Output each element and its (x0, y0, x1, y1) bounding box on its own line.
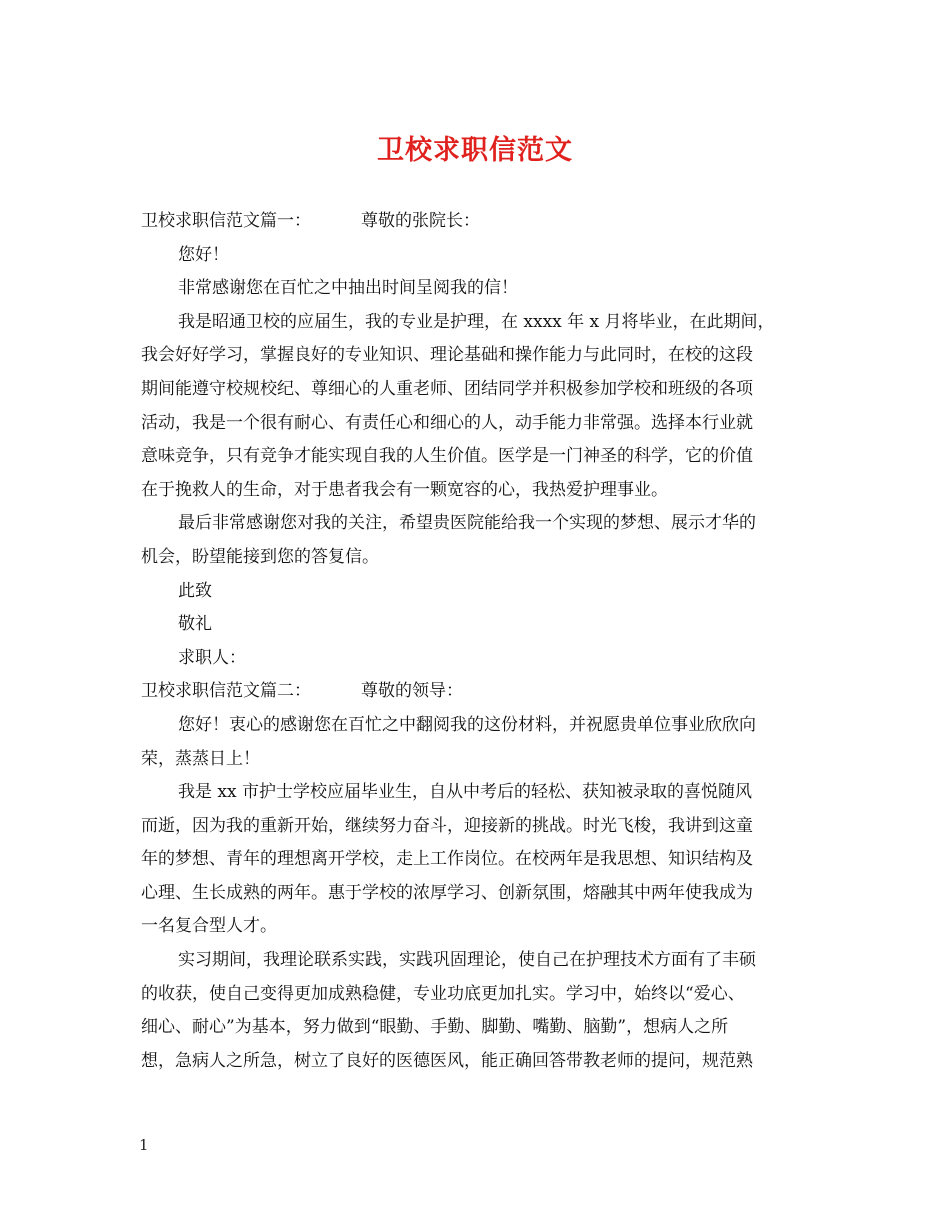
paragraph-line: 最后非常感谢您对我的关注，希望贵医院能给我一个实现的梦想、展示才华的 (178, 513, 756, 534)
paragraph-line: 我会好好学习，掌握良好的专业知识、理论基础和操作能力与此同时，在校的这段 (141, 345, 753, 366)
paragraph-line: 您好！衷心的感谢您在百忙之中翻阅我的这份材料，并祝愿贵单位事业欣欣向 (178, 714, 756, 735)
paragraph-line: 荣，蒸蒸日上！ (141, 748, 260, 769)
paragraph-line: 活动，我是一个很有耐心、有责任心和细心的人，动手能力非常强。选择本行业就 (141, 412, 753, 433)
section2-heading-line (141, 675, 813, 709)
page-number: 1 (139, 1136, 149, 1154)
section2-salutation: 尊敬的领导： (361, 681, 463, 702)
closing-line: 敬礼 (178, 614, 212, 635)
section1-greeting: 您好！ (178, 244, 229, 265)
section1-salutation: 尊敬的张院长： (361, 211, 480, 231)
section2-heading: 卫校求职信范文篇二： (141, 681, 311, 702)
document-title: 卫校求职信范文 (377, 135, 573, 166)
paragraph-line: 细心、耐心”为基本，努力做到“眼勤、手勤、脚勤、嘴勤、脑勤”，想病人之所 (141, 1017, 729, 1038)
closing-line: 此致 (178, 580, 212, 601)
signer-line: 求职人： (178, 647, 246, 668)
paragraph-line: 意味竞争，只有竞争才能实现自我的人生价值。医学是一门神圣的科学，它的价值 (141, 446, 753, 467)
section1-heading: 卫校求职信范文篇一： (141, 211, 311, 231)
section1-thanks: 非常感谢您在百忙之中抽出时间呈阅我的信！ (178, 278, 518, 299)
paragraph-line: 而逝，因为我的重新开始，继续努力奋斗，迎接新的挑战。时光飞梭，我讲到这童 (141, 815, 753, 836)
paragraph-line: 年的梦想、青年的理想离开学校，走上工作岗位。在校两年是我思想、知识结构及 (141, 849, 753, 870)
paragraph-line: 在于挽救人的生命，对于患者我会有一颗宽容的心，我热爱护理事业。 (141, 479, 668, 500)
paragraph-line: 的收获，使自己变得更加成熟稳健，专业功底更加扎实。学习中，始终以“爱心、 (141, 983, 745, 1004)
paragraph-line: 心理、生长成熟的两年。惠于学校的浓厚学习、创新氛围，熔融其中两年使我成为 (141, 882, 753, 903)
paragraph-line: 一名复合型人才。 (141, 916, 277, 937)
paragraph-line: 想，急病人之所急，树立了良好的医德医风，能正确回答带教老师的提问，规范熟 (141, 1050, 753, 1071)
paragraph-line: 期间能遵守校规校纪、尊细心的人重老师、团结同学并积极参加学校和班级的各项 (141, 378, 753, 399)
paragraph-line: 机会，盼望能接到您的答复信。 (141, 546, 379, 567)
section1-heading-line (141, 205, 813, 239)
document-body (141, 205, 813, 1078)
paragraph-line: 实习期间，我理论联系实践，实践巩固理论，使自己在护理技术方面有了丰硕 (178, 950, 756, 971)
paragraph-line: 我是 xx 市护士学校应届毕业生，自从中考后的轻松、获知被录取的喜悦随风 (178, 782, 752, 803)
paragraph-line: 我是昭通卫校的应届生，我的专业是护理，在 xxxx 年 x 月将毕业，在此期间， (178, 311, 775, 332)
